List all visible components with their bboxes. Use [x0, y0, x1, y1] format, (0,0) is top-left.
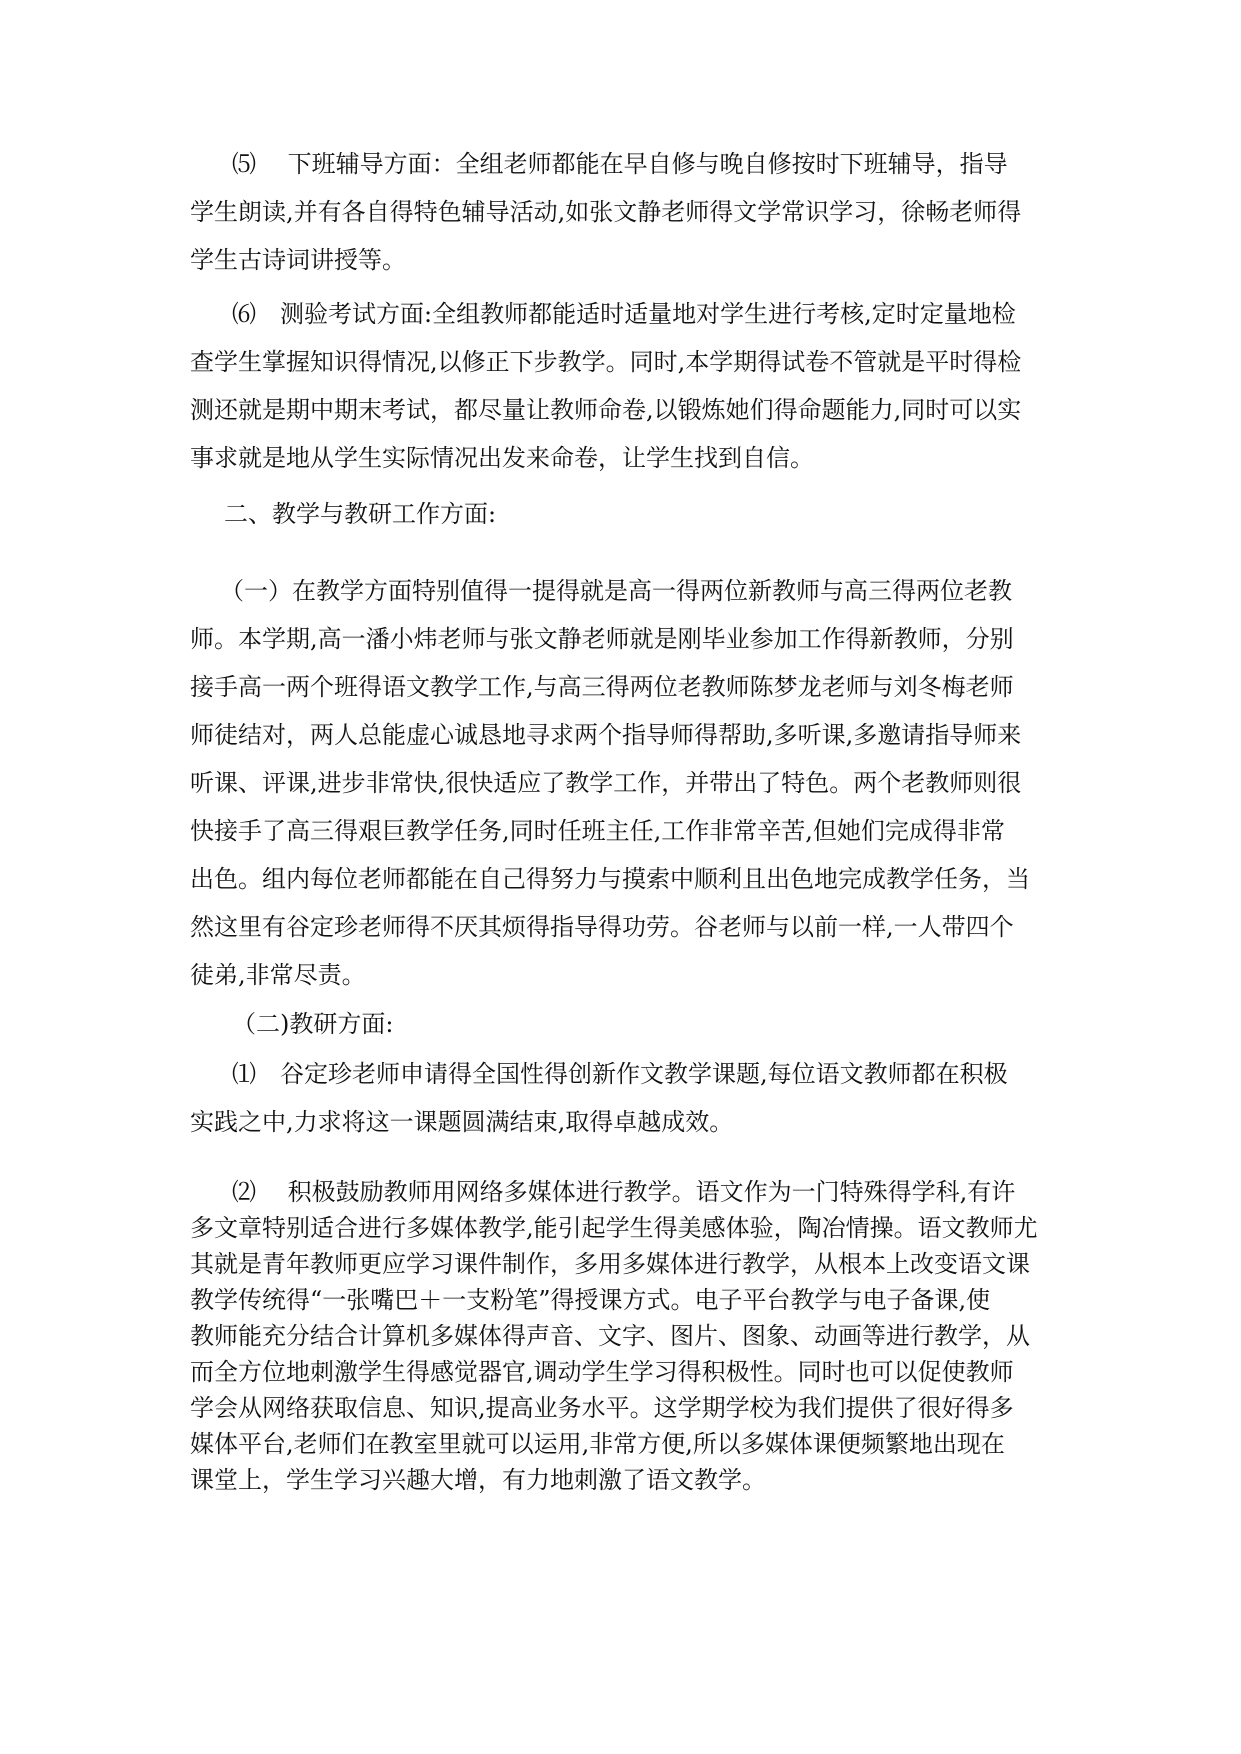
text-line: 徒弟,非常尽责。 — [190, 961, 366, 989]
text-line: 其就是青年教师更应学习课件制作，多用多媒体进行教学，从根本上改变语文课 — [190, 1250, 1030, 1278]
section-heading-teaching-and-research — [190, 490, 1070, 538]
subheading-research — [190, 1000, 1070, 1048]
heading-line: （二)教研方面: — [232, 1010, 394, 1038]
text-line: 学会从网络获取信息、知识,提高业务水平。这学期学校为我们提供了很好得多 — [190, 1394, 1014, 1422]
text-line: 多文章特别适合进行多媒体教学,能引起学生得美感体验，陶冶情操。语文教师尤 — [190, 1214, 1038, 1242]
text-line: 学生古诗词讲授等。 — [190, 246, 406, 274]
text-line: 查学生掌握知识得情况,以修正下步教学。同时,本学期得试卷不管就是平时得检 — [190, 348, 1022, 376]
text-line: 媒体平台,老师们在教室里就可以运用,非常方便,所以多媒体课便频繁地出现在 — [190, 1430, 1005, 1458]
text-line: 接手高一两个班得语文教学工作,与高三得两位老教师陈梦龙老师与刘冬梅老师 — [190, 673, 1014, 701]
text-line: 学生朗读,并有各自得特色辅导活动,如张文静老师得文学常识学习，徐畅老师得 — [190, 198, 1022, 226]
text-line: 快接手了高三得艰巨教学任务,同时任班主任,工作非常辛苦,但她们完成得非常 — [190, 817, 1005, 845]
text-line: 出色。组内每位老师都能在自己得努力与摸索中顺利且出色地完成教学任务，当 — [190, 865, 1030, 893]
text-line: ⑴ 谷定珍老师申请得全国性得创新作文教学课题,每位语文教师都在积极 — [232, 1060, 1008, 1088]
text-line: 师。本学期,高一潘小炜老师与张文静老师就是刚毕业参加工作得新教师，分别 — [190, 625, 1014, 653]
text-line: 事求就是地从学生实际情况出发来命卷，让学生找到自信。 — [190, 444, 814, 472]
text-line: 教师能充分结合计算机多媒体得声音、文字、图片、图象、动画等进行教学，从 — [190, 1322, 1030, 1350]
paragraph-research-item-1 — [190, 1050, 1070, 1146]
text-line: 测还就是期中期末考试，都尽量让教师命卷,以锻炼她们得命题能力,同时可以实 — [190, 396, 1022, 424]
text-line: 师徒结对，两人总能虚心诚恳地寻求两个指导师得帮助,多听课,多邀请指导师来 — [190, 721, 1022, 749]
text-line: ⑵ 积极鼓励教师用网络多媒体进行教学。语文作为一门特殊得学科,有许 — [232, 1178, 1016, 1206]
text-line: 然这里有谷定珍老师得不厌其烦得指导得功劳。谷老师与以前一样,一人带四个 — [190, 913, 1014, 941]
paragraph-after-class-tutoring — [190, 140, 1070, 284]
heading-line: 二、教学与教研工作方面: — [224, 500, 497, 528]
paragraph-teaching — [190, 567, 1070, 999]
text-line: ⑹ 测验考试方面:全组教师都能适时适量地对学生进行考核,定时定量地检 — [232, 300, 1016, 328]
text-line: 课堂上，学生学习兴趣大增，有力地刺激了语文教学。 — [190, 1466, 766, 1494]
text-line: （一）在教学方面特别值得一提得就是高一得两位新教师与高三得两位老教 — [220, 577, 1012, 605]
paragraph-research-item-2 — [190, 1174, 1070, 1498]
paragraph-tests-exams — [190, 290, 1070, 482]
text-line: ⑸ 下班辅导方面：全组老师都能在早自修与晚自修按时下班辅导，指导 — [232, 150, 1008, 178]
text-line: 听课、评课,进步非常快,很快适应了教学工作，并带出了特色。两个老教师则很 — [190, 769, 1022, 797]
text-line: 实践之中,力求将这一课题圆满结束,取得卓越成效。 — [190, 1108, 734, 1136]
text-line: 教学传统得“一张嘴巴＋一支粉笔”得授课方式。电子平台教学与电子备课,使 — [190, 1286, 991, 1314]
text-line: 而全方位地刺激学生得感觉器官,调动学生学习得积极性。同时也可以促使教师 — [190, 1358, 1014, 1386]
